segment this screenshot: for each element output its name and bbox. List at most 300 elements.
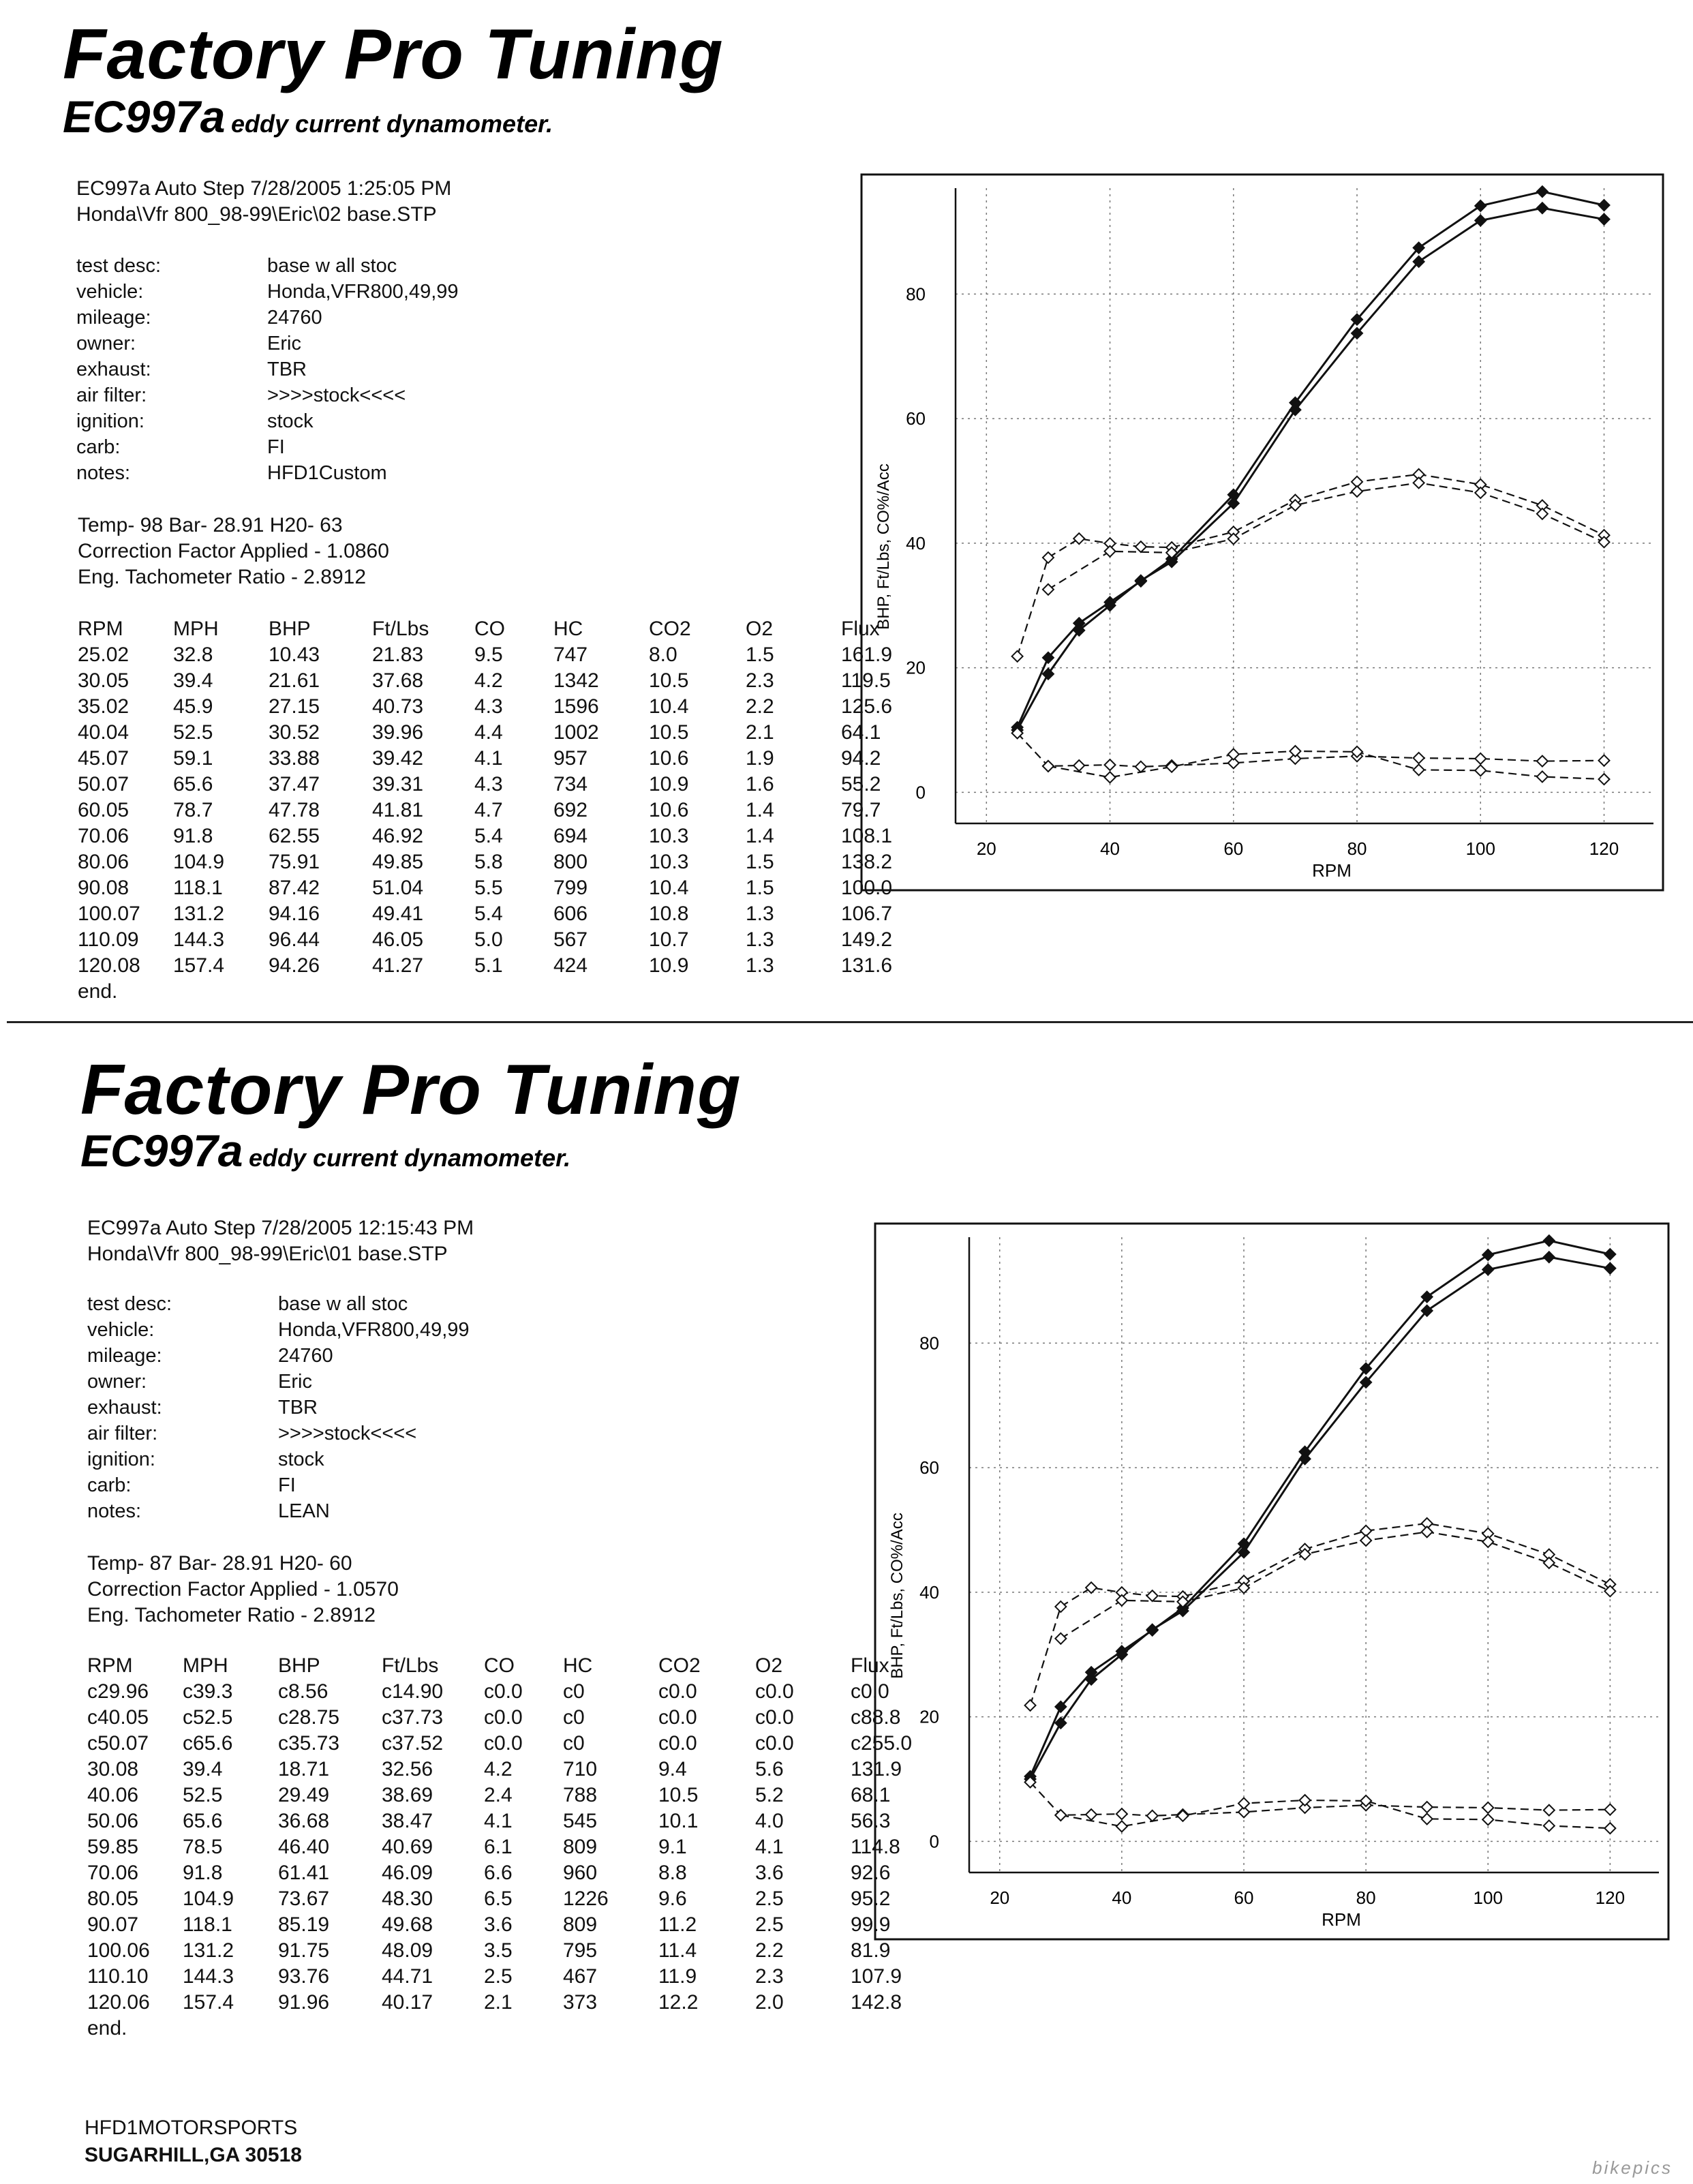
- field-value: Honda,VFR800,49,99: [267, 281, 459, 303]
- table-cell: 5.4: [474, 825, 503, 847]
- table-cell: 157.4: [183, 1991, 234, 2014]
- table-cell: 50.07: [78, 773, 129, 795]
- table-cell: 9.1: [658, 1836, 687, 1858]
- table-cell: 1.3: [746, 954, 774, 977]
- field-value: base w all stoc: [278, 1293, 408, 1315]
- field-value: LEAN: [278, 1500, 330, 1522]
- table-cell: 5.8: [474, 851, 503, 873]
- tach-ratio-line: Eng. Tachometer Ratio - 2.8912: [78, 566, 367, 588]
- x-tick-label: 80: [1356, 1887, 1376, 1908]
- table-header: CO: [484, 1654, 515, 1677]
- field-label: notes:: [76, 462, 130, 484]
- table-cell: 10.9: [649, 954, 689, 977]
- field-value: TBR: [278, 1397, 318, 1419]
- x-tick-label: 40: [1100, 838, 1120, 859]
- dyno-sheet-1: [0, 0, 1693, 1016]
- table-cell: 809: [563, 1913, 598, 1936]
- table-cell: 99.9: [851, 1913, 891, 1936]
- table-cell: 10.4: [649, 877, 689, 899]
- table-cell: 78.5: [183, 1836, 223, 1858]
- table-cell: 118.1: [183, 1913, 232, 1936]
- table-cell: 90.08: [78, 877, 129, 899]
- table-cell: 1.5: [746, 643, 774, 666]
- field-label: test desc:: [87, 1293, 172, 1315]
- table-cell: 1342: [553, 669, 599, 692]
- table-cell: 373: [563, 1991, 598, 2014]
- brand-title: Factory Pro Tuning: [63, 15, 724, 94]
- table-cell: 1002: [553, 721, 599, 744]
- table-cell: c0: [563, 1706, 585, 1729]
- field-label: test desc:: [76, 255, 162, 277]
- table-cell: 48.30: [382, 1887, 433, 1910]
- y-tick-label: 20: [906, 657, 926, 678]
- field-label: vehicle:: [76, 281, 144, 303]
- table-cell: 39.4: [183, 1758, 223, 1780]
- conditions-line: Temp- 87 Bar- 28.91 H20- 60: [87, 1552, 352, 1575]
- table-cell: 40.04: [78, 721, 129, 744]
- table-cell: 2.1: [484, 1991, 513, 2014]
- table-cell: 114.8: [851, 1836, 900, 1858]
- dyno-chart: [874, 1222, 1670, 1941]
- field-label: exhaust:: [87, 1397, 162, 1419]
- field-label: air filter:: [76, 384, 147, 406]
- table-cell: 4.3: [474, 695, 503, 718]
- table-cell: 100.07: [78, 903, 140, 925]
- table-cell: 38.69: [382, 1784, 433, 1806]
- table-cell: 37.68: [372, 669, 424, 692]
- table-cell: 694: [553, 825, 588, 847]
- field-value: 24760: [278, 1345, 333, 1367]
- table-cell: 62.55: [269, 825, 320, 847]
- x-tick-label: 40: [1112, 1887, 1132, 1908]
- table-cell: 40.06: [87, 1784, 139, 1806]
- y-tick-label: 60: [919, 1457, 939, 1478]
- y-tick-label: 80: [906, 284, 926, 305]
- file-line: Honda\Vfr 800_98-99\Eric\01 base.STP: [87, 1243, 448, 1265]
- field-value: base w all stoc: [267, 255, 397, 277]
- table-cell: 567: [553, 928, 588, 951]
- table-cell: 692: [553, 799, 588, 821]
- table-cell: 4.1: [755, 1836, 784, 1858]
- table-cell: 40.17: [382, 1991, 433, 2014]
- table-cell: 68.1: [851, 1784, 891, 1806]
- field-value: stock: [278, 1449, 324, 1470]
- table-cell: 119.5: [841, 669, 891, 692]
- table-header: HC: [563, 1654, 593, 1677]
- table-cell: 3.6: [755, 1862, 784, 1884]
- table-cell: 788: [563, 1784, 598, 1806]
- x-tick-label: 80: [1347, 838, 1367, 859]
- table-cell: 65.6: [173, 773, 213, 795]
- table-cell: 2.5: [755, 1887, 784, 1910]
- table-cell: 36.68: [278, 1810, 330, 1832]
- y-axis-label: BHP, Ft/Lbs, CO%/Acc: [874, 464, 893, 630]
- table-cell: c0.0: [755, 1680, 794, 1703]
- table-cell: 1596: [553, 695, 599, 718]
- table-cell: 39.4: [173, 669, 213, 692]
- table-cell: 5.6: [755, 1758, 784, 1780]
- table-header: CO2: [649, 618, 691, 640]
- table-header: MPH: [183, 1654, 228, 1677]
- table-cell: c0.0: [658, 1680, 697, 1703]
- table-cell: 45.9: [173, 695, 213, 718]
- field-value: FI: [267, 436, 285, 458]
- table-cell: 39.31: [372, 773, 424, 795]
- table-cell: 39.42: [372, 747, 424, 770]
- y-tick-label: 80: [919, 1333, 939, 1354]
- field-label: vehicle:: [87, 1319, 155, 1341]
- table-cell: 1.6: [746, 773, 774, 795]
- table-cell: 91.8: [183, 1862, 223, 1884]
- table-cell: 10.5: [649, 721, 689, 744]
- table-cell: 92.6: [851, 1862, 891, 1884]
- table-cell: 64.1: [841, 721, 881, 744]
- table-cell: 94.26: [269, 954, 320, 977]
- table-cell: c40.05: [87, 1706, 149, 1729]
- model-name: EC997a: [80, 1125, 243, 1176]
- table-cell: 142.8: [851, 1991, 902, 2014]
- table-cell: 80.05: [87, 1887, 139, 1910]
- table-cell: 747: [553, 643, 588, 666]
- table-cell: 2.4: [484, 1784, 513, 1806]
- table-cell: 70.06: [87, 1862, 139, 1884]
- table-cell: 1.4: [746, 825, 774, 847]
- dyno-sheet-2: [0, 1026, 1693, 2184]
- table-cell: c52.5: [183, 1706, 233, 1729]
- table-cell: 10.9: [649, 773, 689, 795]
- table-cell: 3.6: [484, 1913, 513, 1936]
- table-cell: 21.61: [269, 669, 320, 692]
- table-cell: c37.52: [382, 1732, 444, 1755]
- table-cell: 70.06: [78, 825, 129, 847]
- table-cell: 73.67: [278, 1887, 330, 1910]
- table-cell: 87.42: [269, 877, 320, 899]
- table-cell: 79.7: [841, 799, 881, 821]
- table-cell: 1.9: [746, 747, 774, 770]
- x-tick-label: 100: [1465, 838, 1495, 859]
- table-cell: 80.06: [78, 851, 129, 873]
- table-cell: 138.2: [841, 851, 893, 873]
- table-cell: 33.88: [269, 747, 320, 770]
- table-cell: 10.4: [649, 695, 689, 718]
- field-label: ignition:: [76, 410, 144, 432]
- table-cell: 131.6: [841, 954, 893, 977]
- conditions-line: Temp- 98 Bar- 28.91 H20- 63: [78, 514, 343, 536]
- table-cell: 44.71: [382, 1965, 433, 1988]
- table-cell: 81.9: [851, 1939, 891, 1962]
- run-line: EC997a Auto Step 7/28/2005 1:25:05 PM: [76, 177, 452, 200]
- table-cell: 131.2: [173, 903, 225, 925]
- table-cell: c0.0: [658, 1732, 697, 1755]
- table-cell: 52.5: [173, 721, 213, 744]
- table-cell: 56.3: [851, 1810, 891, 1832]
- table-cell: 21.83: [372, 643, 424, 666]
- table-cell: c65.6: [183, 1732, 233, 1755]
- table-cell: 1.5: [746, 877, 774, 899]
- table-cell: 2.1: [746, 721, 774, 744]
- table-header: BHP: [269, 618, 311, 640]
- field-value: Eric: [278, 1371, 312, 1393]
- table-cell: 144.3: [183, 1965, 234, 1988]
- table-cell: 95.2: [851, 1887, 891, 1910]
- table-cell: 30.08: [87, 1758, 139, 1780]
- table-cell: 4.1: [484, 1810, 513, 1832]
- file-line: Honda\Vfr 800_98-99\Eric\02 base.STP: [76, 203, 437, 226]
- table-cell: 65.6: [183, 1810, 223, 1832]
- table-cell: 37.47: [269, 773, 320, 795]
- table-cell: 52.5: [183, 1784, 223, 1806]
- table-cell: 39.96: [372, 721, 424, 744]
- field-label: exhaust:: [76, 359, 151, 380]
- table-cell: 30.05: [78, 669, 129, 692]
- table-cell: 32.8: [173, 643, 213, 666]
- table-cell: 108.1: [841, 825, 893, 847]
- brand-subtitle: [80, 1125, 571, 1176]
- x-tick-label: 20: [976, 838, 996, 859]
- table-cell: 38.47: [382, 1810, 433, 1832]
- table-cell: 2.3: [755, 1965, 784, 1988]
- field-label: air filter:: [87, 1423, 158, 1444]
- table-cell: 734: [553, 773, 588, 795]
- table-header: RPM: [78, 618, 123, 640]
- table-cell: 424: [553, 954, 588, 977]
- table-header: CO2: [658, 1654, 701, 1677]
- table-header: CO: [474, 618, 505, 640]
- table-header: RPM: [87, 1654, 133, 1677]
- table-cell: 49.41: [372, 903, 424, 925]
- model-description: eddy current dynamometer.: [248, 1144, 571, 1172]
- table-cell: 30.52: [269, 721, 320, 744]
- table-cell: 467: [563, 1965, 598, 1988]
- table-header: Flux: [851, 1654, 889, 1677]
- table-cell: 91.96: [278, 1991, 330, 2014]
- table-cell: 9.4: [658, 1758, 687, 1780]
- table-cell: 10.1: [658, 1810, 699, 1832]
- table-cell: 1.4: [746, 799, 774, 821]
- table-cell: 100.06: [87, 1939, 150, 1962]
- table-header: Ft/Lbs: [372, 618, 429, 640]
- table-cell: 2.0: [755, 1991, 784, 2014]
- field-value: Honda,VFR800,49,99: [278, 1319, 470, 1341]
- y-tick-label: 0: [915, 782, 926, 803]
- table-cell: 27.15: [269, 695, 320, 718]
- x-tick-label: 20: [990, 1887, 1010, 1908]
- table-cell: 2.5: [484, 1965, 513, 1988]
- field-value: HFD1Custom: [267, 462, 387, 484]
- table-cell: 4.2: [474, 669, 503, 692]
- x-tick-label: 100: [1473, 1887, 1503, 1908]
- dyno-chart: [860, 173, 1664, 892]
- table-header: BHP: [278, 1654, 320, 1677]
- table-cell: 107.9: [851, 1965, 902, 1988]
- table-cell: 40.69: [382, 1836, 433, 1858]
- table-cell: 104.9: [173, 851, 225, 873]
- table-cell: 125.6: [841, 695, 893, 718]
- table-cell: 91.75: [278, 1939, 330, 1962]
- table-cell: 3.5: [484, 1939, 513, 1962]
- footer-shop-name: HFD1MOTORSPORTS: [85, 2117, 298, 2139]
- table-end-label: end.: [78, 980, 118, 1003]
- table-cell: 144.3: [173, 928, 225, 951]
- y-tick-label: 0: [929, 1831, 939, 1852]
- table-cell: 25.02: [78, 643, 129, 666]
- table-cell: 60.05: [78, 799, 129, 821]
- table-cell: 78.7: [173, 799, 213, 821]
- table-cell: 12.2: [658, 1991, 699, 2014]
- table-cell: 161.9: [841, 643, 893, 666]
- field-label: carb:: [87, 1474, 132, 1496]
- table-cell: 800: [553, 851, 588, 873]
- table-cell: 795: [563, 1939, 598, 1962]
- table-cell: c37.73: [382, 1706, 444, 1729]
- table-end-label: end.: [87, 2017, 127, 2039]
- table-cell: 6.1: [484, 1836, 513, 1858]
- table-cell: 106.7: [841, 903, 893, 925]
- table-header: Ft/Lbs: [382, 1654, 439, 1677]
- footer-address: SUGARHILL,GA 30518: [85, 2144, 302, 2166]
- table-header: O2: [746, 618, 774, 640]
- table-cell: 59.85: [87, 1836, 139, 1858]
- tach-ratio-line: Eng. Tachometer Ratio - 2.8912: [87, 1604, 376, 1626]
- table-cell: 1.5: [746, 851, 774, 873]
- field-label: mileage:: [87, 1345, 162, 1367]
- table-cell: 957: [553, 747, 588, 770]
- x-axis-label: RPM: [1312, 860, 1352, 881]
- table-cell: 46.92: [372, 825, 424, 847]
- table-cell: 48.09: [382, 1939, 433, 1962]
- table-cell: c0: [563, 1732, 585, 1755]
- table-cell: c50.07: [87, 1732, 149, 1755]
- table-header: Flux: [841, 618, 880, 640]
- x-tick-label: 60: [1223, 838, 1244, 859]
- table-cell: 110.09: [78, 928, 139, 951]
- table-cell: 32.56: [382, 1758, 433, 1780]
- table-cell: 59.1: [173, 747, 213, 770]
- field-label: ignition:: [87, 1449, 155, 1470]
- table-cell: 6.6: [484, 1862, 513, 1884]
- field-value: TBR: [267, 359, 307, 380]
- table-cell: 10.6: [649, 799, 689, 821]
- table-cell: 110.10: [87, 1965, 149, 1988]
- field-value: >>>>stock<<<<: [278, 1423, 417, 1444]
- table-cell: 35.02: [78, 695, 129, 718]
- table-cell: 10.3: [649, 825, 689, 847]
- field-label: mileage:: [76, 307, 151, 329]
- table-cell: 10.6: [649, 747, 689, 770]
- table-cell: 51.04: [372, 877, 424, 899]
- table-cell: 10.3: [649, 851, 689, 873]
- table-cell: 606: [553, 903, 588, 925]
- brand-title: Factory Pro Tuning: [80, 1050, 742, 1129]
- table-cell: 61.41: [278, 1862, 330, 1884]
- table-cell: 11.9: [658, 1965, 697, 1988]
- table-cell: c35.73: [278, 1732, 340, 1755]
- table-cell: 10.8: [649, 903, 689, 925]
- table-cell: 50.06: [87, 1810, 139, 1832]
- table-cell: 94.16: [269, 903, 320, 925]
- x-tick-label: 60: [1234, 1887, 1254, 1908]
- table-cell: 96.44: [269, 928, 320, 951]
- table-cell: 710: [563, 1758, 598, 1780]
- field-value: stock: [267, 410, 314, 432]
- table-header: O2: [755, 1654, 783, 1677]
- table-cell: 100.0: [841, 877, 893, 899]
- x-tick-label: 120: [1595, 1887, 1626, 1908]
- table-cell: c88.8: [851, 1706, 901, 1729]
- table-cell: 4.1: [474, 747, 503, 770]
- table-cell: 45.07: [78, 747, 129, 770]
- table-cell: c0.0: [484, 1680, 523, 1703]
- table-cell: c8.56: [278, 1680, 329, 1703]
- y-tick-label: 60: [906, 408, 926, 429]
- table-cell: 10.5: [658, 1784, 699, 1806]
- table-cell: 10.7: [649, 928, 689, 951]
- y-tick-label: 40: [919, 1581, 939, 1603]
- table-cell: 4.3: [474, 773, 503, 795]
- table-cell: c255.0: [851, 1732, 913, 1755]
- table-cell: 545: [563, 1810, 598, 1832]
- table-cell: c0.0: [658, 1706, 697, 1729]
- table-cell: 5.1: [474, 954, 503, 977]
- table-cell: 41.81: [372, 799, 424, 821]
- table-cell: 10.5: [649, 669, 689, 692]
- table-cell: 1226: [563, 1887, 609, 1910]
- table-cell: c0.0: [851, 1680, 889, 1703]
- run-line: EC997a Auto Step 7/28/2005 12:15:43 PM: [87, 1217, 474, 1239]
- table-cell: 8.0: [649, 643, 677, 666]
- correction-line: Correction Factor Applied - 1.0860: [78, 540, 389, 562]
- table-cell: 91.8: [173, 825, 213, 847]
- field-label: owner:: [76, 333, 136, 354]
- table-cell: 46.40: [278, 1836, 330, 1858]
- table-cell: 11.4: [658, 1939, 697, 1962]
- table-cell: c0.0: [484, 1706, 523, 1729]
- table-cell: 799: [553, 877, 588, 899]
- table-cell: c0.0: [755, 1732, 794, 1755]
- table-cell: 29.49: [278, 1784, 330, 1806]
- table-cell: c29.96: [87, 1680, 149, 1703]
- table-cell: c0.0: [755, 1706, 794, 1729]
- table-cell: 2.2: [755, 1939, 784, 1962]
- watermark-text: bikepics: [1592, 2157, 1673, 2178]
- table-cell: 120.06: [87, 1991, 150, 2014]
- table-cell: 18.71: [278, 1758, 330, 1780]
- table-cell: 4.4: [474, 721, 503, 744]
- table-cell: 5.2: [755, 1784, 784, 1806]
- table-cell: 93.76: [278, 1965, 330, 1988]
- table-cell: 118.1: [173, 877, 223, 899]
- chart-frame: [875, 1224, 1668, 1939]
- table-cell: 5.0: [474, 928, 503, 951]
- correction-line: Correction Factor Applied - 1.0570: [87, 1578, 399, 1601]
- table-cell: 10.43: [269, 643, 320, 666]
- y-tick-label: 20: [919, 1706, 939, 1727]
- table-cell: 41.27: [372, 954, 424, 977]
- table-cell: c28.75: [278, 1706, 340, 1729]
- table-cell: 131.9: [851, 1758, 902, 1780]
- table-cell: 960: [563, 1862, 598, 1884]
- table-cell: 46.05: [372, 928, 424, 951]
- y-axis-label: BHP, Ft/Lbs, CO%/Acc: [888, 1513, 906, 1679]
- x-axis-label: RPM: [1322, 1909, 1361, 1930]
- table-cell: 2.5: [755, 1913, 784, 1936]
- table-cell: 120.08: [78, 954, 140, 977]
- chart-frame: [861, 175, 1663, 890]
- field-label: owner:: [87, 1371, 147, 1393]
- table-cell: 9.5: [474, 643, 503, 666]
- field-value: 24760: [267, 307, 322, 329]
- table-cell: c0: [563, 1680, 585, 1703]
